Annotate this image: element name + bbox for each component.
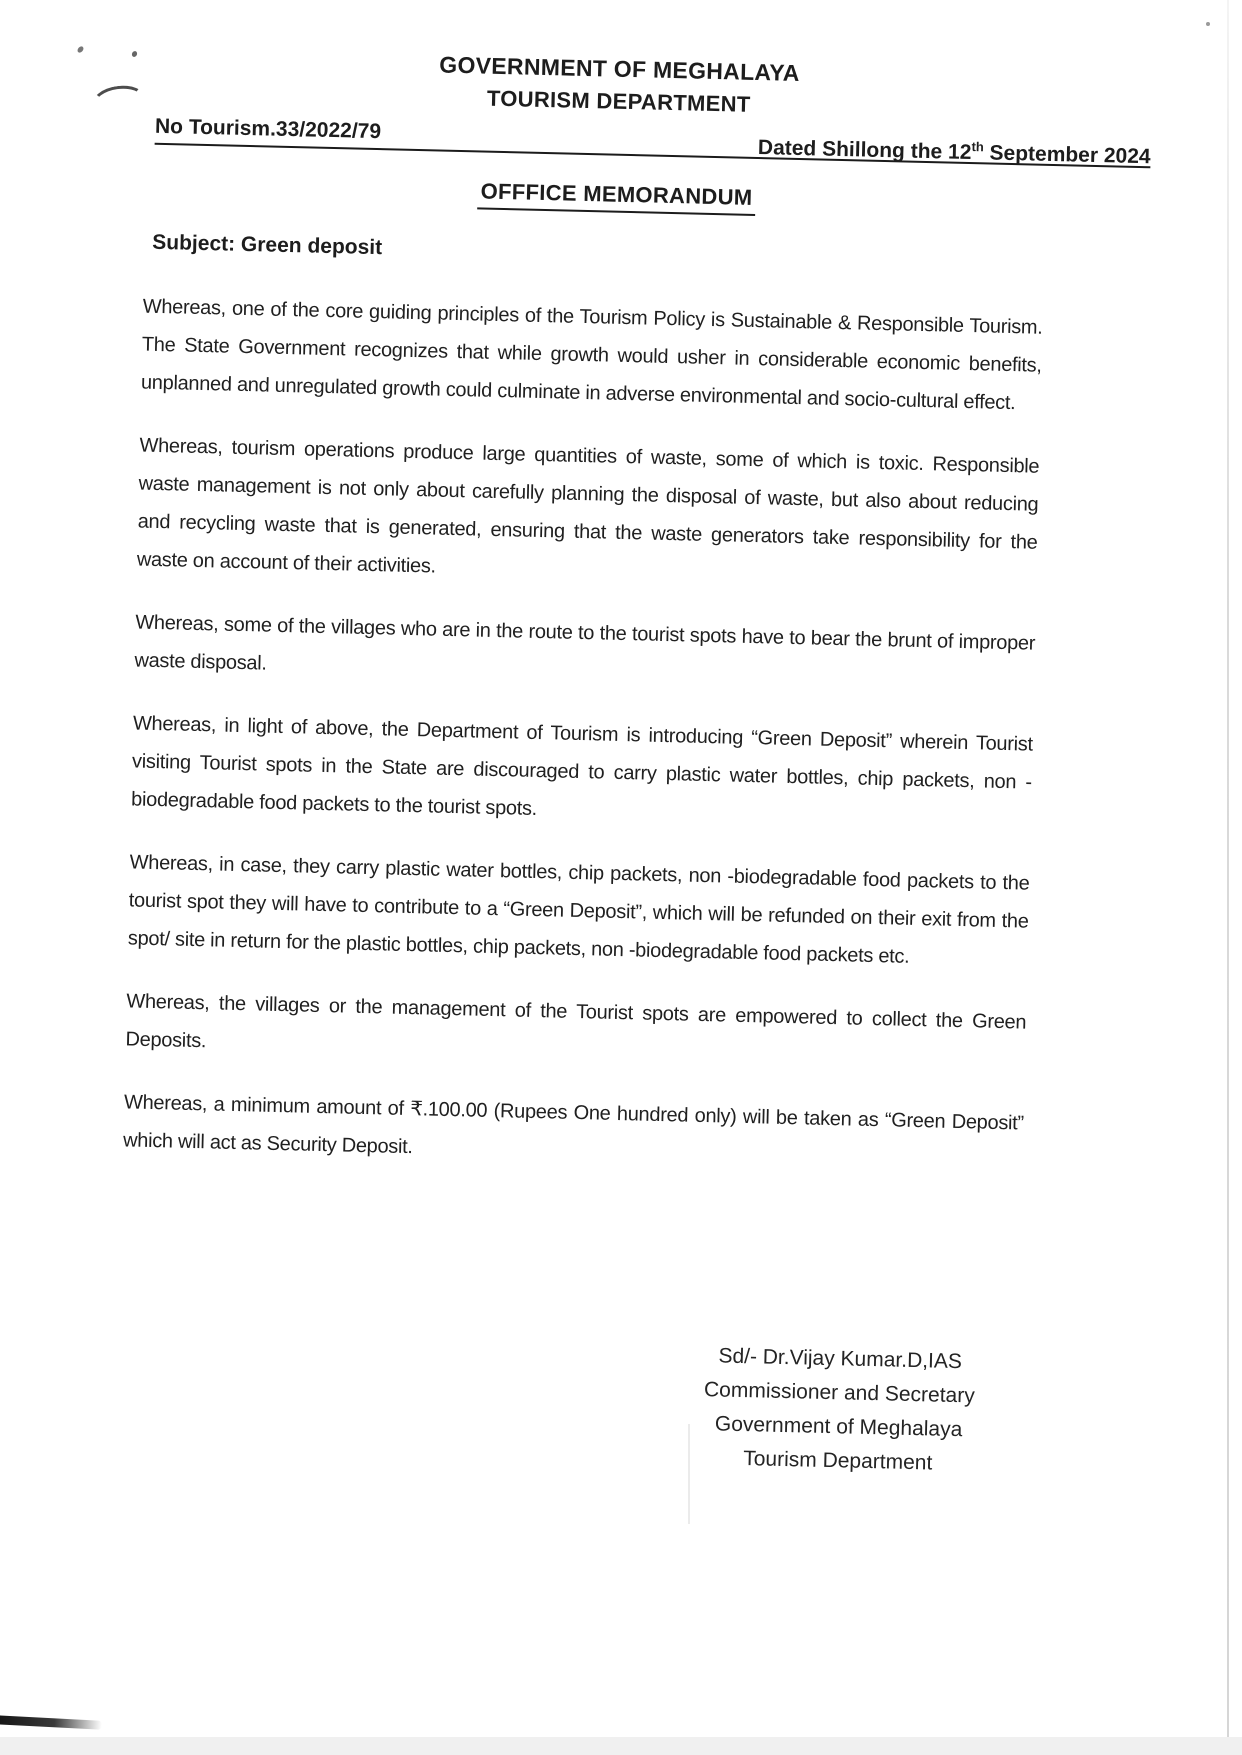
memo-paragraph: Whereas, tourism operations produce large quantities of waste, some of which is toxic. Responsible waste management is not only about carefully planning the disposal of waste, but also about reducing and recycling waste that is generated, ensuring that the waste generators take responsibility for the waste on account of their activities.	[136, 434, 1040, 578]
scan-fold-line	[688, 1424, 690, 1524]
memo-date-suffix: September 2024	[983, 141, 1151, 169]
memo-body	[123, 288, 1043, 1181]
memo-paragraph: Whereas, in case, they carry plastic water bottles, chip packets, non -biodegradable food packets to the tourist spot they will have to contribute to a “Green Deposit”, which will be refunded on their exit from the spot/ site in return for the plastic bottles, chip packets, non -biodegradable food packets etc.	[127, 851, 1030, 968]
memo-paragraph: Whereas, in light of above, the Department of Tourism is introducing “Green Deposit” wherein Tourist visiting Tourist spots in the State are discouraged to carry plastic water bottles, chip packets, non -biodegradable food packets to the tourist spots.	[130, 712, 1033, 820]
department-name: TOURISM DEPARTMENT	[486, 85, 751, 117]
signatory-department: Tourism Department	[743, 1447, 933, 1475]
memo-paragraph: Whereas, the villages or the management of the Tourist spots are empowered to collect the Green Deposits.	[125, 990, 1027, 1053]
scan-streak-bottom-left	[0, 1715, 102, 1730]
memo-date	[758, 129, 1151, 170]
memo-title-row	[0, 167, 1238, 227]
memo-paragraph: Whereas, one of the core guiding principles of the Tourism Policy is Sustainable & Responsible Tourism. The State Government recognizes that while growth would usher in considerable economic benefits, unplanned and unregulated growth could culminate in adverse environmental and socio-cultural effect.	[140, 295, 1043, 415]
scan-speck	[1206, 22, 1210, 26]
scanner-bottom-strip	[0, 1737, 1242, 1755]
reference-number: No Tourism.33/2022/79	[154, 114, 382, 144]
signatory-designation: Commissioner and Secretary	[703, 1378, 976, 1408]
memo-paragraph: Whereas, a minimum amount of ₹.100.00 (Rupees One hundred only) will be taken as “Green Deposit” which will act as Security Deposit.	[122, 1091, 1025, 1159]
signatory-name: Sd/- Dr.Vijay Kumar.D,IAS	[718, 1344, 963, 1374]
signature-block	[637, 1338, 1040, 1483]
memo-subject: Subject: Green deposit	[152, 230, 383, 260]
scanner-edge-line	[1227, 0, 1229, 1755]
government-name: GOVERNMENT OF MEGHALAYA	[439, 51, 801, 86]
memo-paragraph: Whereas, some of the villages who are in the route to the tourist spots have to bear the brunt of improper waste disposal.	[134, 611, 1036, 675]
memo-date-prefix: Dated Shillong the 12	[757, 136, 972, 165]
signatory-government: Government of Meghalaya	[714, 1412, 963, 1442]
memo-title: OFFFICE MEMORANDUM	[477, 178, 755, 216]
memo-date-ordinal: th	[971, 139, 985, 155]
